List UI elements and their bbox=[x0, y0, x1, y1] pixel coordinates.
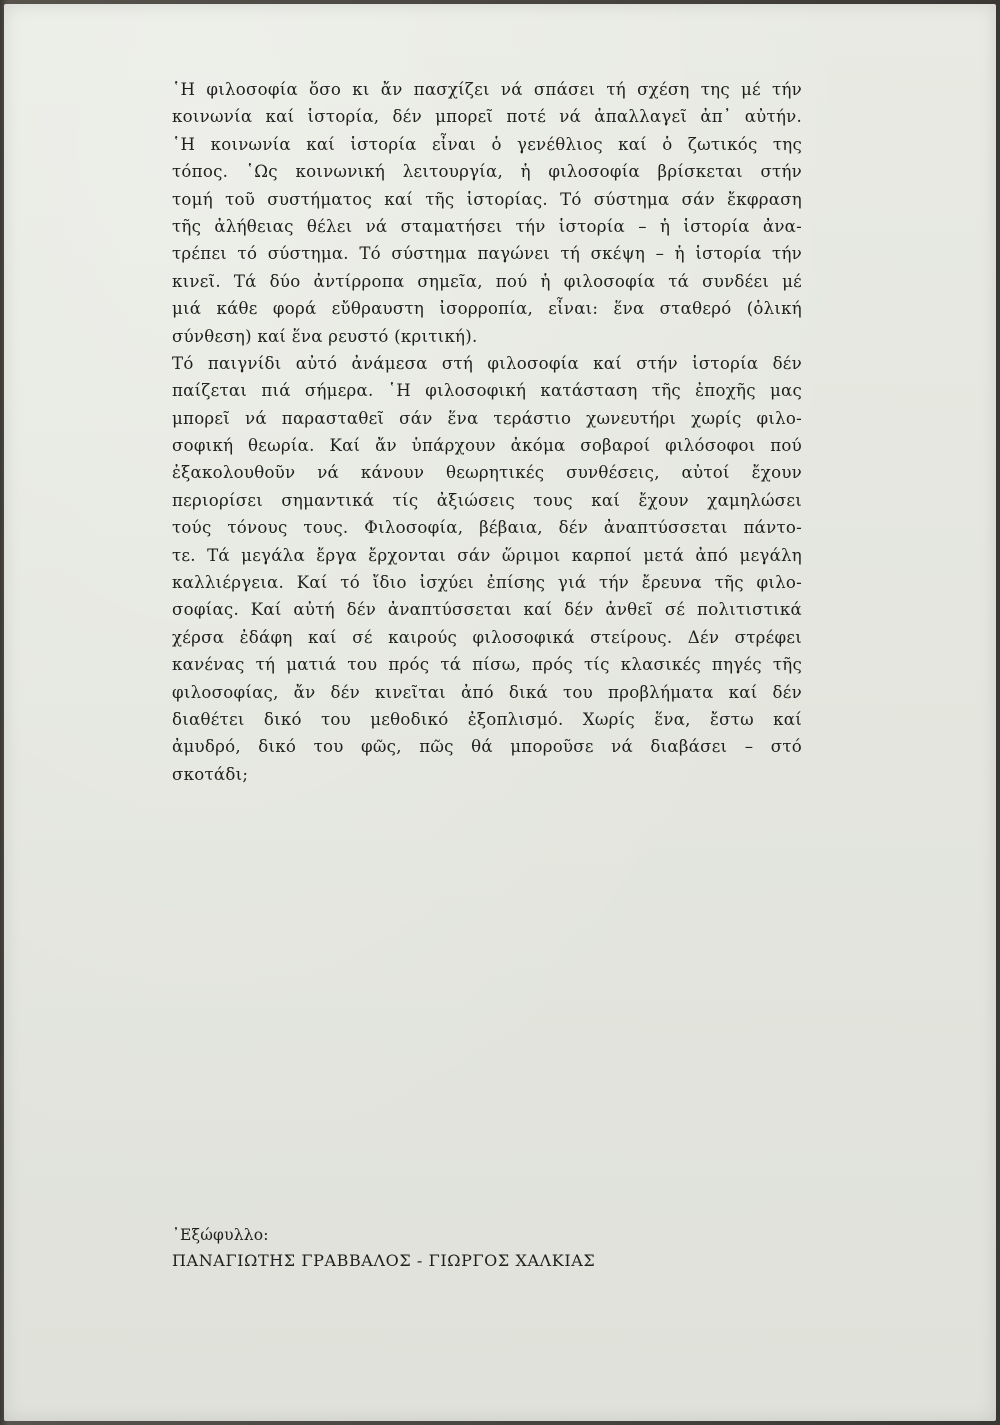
blurb-line: τῆς ἀλήθειας θέλει νά σταματήσει τήν ἱστορία – ἡ ἱστορία ἀνα- bbox=[172, 216, 802, 236]
blurb-line: τόπος. ῾Ως κοινωνική λειτουργία, ἡ φιλοσοφία βρίσκεται στήν bbox=[172, 162, 802, 182]
blurb-line: μπορεῖ νά παρασταθεῖ σάν ἕνα τεράστιο χωνευτήρι χωρίς φιλο- bbox=[172, 408, 802, 428]
blurb-line: Τό παιγνίδι αὐτό ἀνάμεσα στή φιλοσοφία καί στήν ἱστορία δέν bbox=[172, 353, 802, 373]
blurb-line: περιορίσει σημαντικά τίς ἀξιώσεις τους καί ἔχουν χαμηλώσει bbox=[172, 490, 802, 510]
blurb-line: σοφική θεωρία. Καί ἄν ὑπάρχουν ἀκόμα σοβαροί φιλόσοφοι πού bbox=[172, 436, 802, 456]
blurb-line: ῾Η φιλοσοφία ὅσο κι ἄν πασχίζει νά σπάσει τή σχέση της μέ τήν bbox=[172, 80, 802, 99]
blurb-line: ἀμυδρό, δικό του φῶς, πῶς θά μποροῦσε νά διαβάσει – στό bbox=[172, 737, 802, 757]
blurb-line: διαθέτει δικό του μεθοδικό ἐξοπλισμό. Χωρίς ἕνα, ἔστω καί bbox=[172, 709, 802, 729]
cover-credits bbox=[172, 1222, 812, 1274]
blurb-line: τρέπει τό σύστημα. Τό σύστημα παγώνει τή σκέψη – ἡ ἱστορία τήν bbox=[172, 244, 802, 264]
blurb-text bbox=[172, 76, 802, 788]
blurb-line: χέρσα ἐδάφη καί σέ καιρούς φιλοσοφικά στείρους. Δέν στρέφει bbox=[172, 627, 802, 647]
blurb-line: σοφίας. Καί αὐτή δέν ἀναπτύσσεται καί δέν ἀνθεῖ σέ πολιτιστικά bbox=[172, 600, 802, 620]
blurb-line: τε. Τά μεγάλα ἔργα ἔρχονται σάν ὥριμοι καρποί μετά ἀπό μεγάλη bbox=[172, 545, 802, 565]
blurb-line: τομή τοῦ συστήματος καί τῆς ἱστορίας. Τό σύστημα σάν ἔκφραση bbox=[172, 189, 802, 209]
blurb-line: παίζεται πιά σήμερα. ῾Η φιλοσοφική κατάσταση τῆς ἐποχῆς μας bbox=[172, 381, 802, 401]
blurb-line: κοινωνία καί ἱστορία, δέν μπορεῖ ποτέ νά ἀπαλλαγεῖ ἀπ᾽ αὐτήν. bbox=[172, 107, 802, 127]
blurb-line: σύνθεση) καί ἕνα ρευστό (κριτική). bbox=[172, 326, 478, 346]
credits-names: ΠΑΝΑΓΙΩΤΗΣ ΓΡΑΒΒΑΛΟΣ - ΓΙΩΡΓΟΣ ΧΑΛΚΙΑΣ bbox=[172, 1251, 596, 1270]
credits-label: ᾿Εξώφυλλο: bbox=[172, 1226, 269, 1244]
blurb-line: φιλοσοφίας, ἄν δέν κινεῖται ἀπό δικά του προβλήματα καί δέν bbox=[172, 682, 802, 702]
blurb-line: ἐξακολουθοῦν νά κάνουν θεωρητικές συνθέσεις, αὐτοί ἔχουν bbox=[172, 463, 802, 483]
blurb-line: σκοτάδι; bbox=[172, 764, 249, 784]
back-cover bbox=[4, 4, 996, 1421]
blurb-line: κανένας τή ματιά του πρός τά πίσω, πρός τίς κλασικές πηγές τῆς bbox=[172, 655, 802, 675]
blurb-line: ῾Η κοινωνία καί ἱστορία εἶναι ὁ γενέθλιος καί ὁ ζωτικός της bbox=[172, 134, 802, 154]
blurb-line: τούς τόνους τους. Φιλοσοφία, βέβαια, δέν ἀναπτύσσεται πάντο- bbox=[172, 518, 802, 538]
blurb-line: μιά κάθε φορά εὔθραυστη ἰσορροπία, εἶναι: ἕνα σταθερό (ὁλική bbox=[172, 299, 802, 319]
blurb-line: κινεῖ. Τά δύο ἀντίρροπα σημεῖα, πού ἡ φιλοσοφία τά συνδέει μέ bbox=[172, 271, 802, 291]
blurb-line: καλλιέργεια. Καί τό ἴδιο ἰσχύει ἐπίσης γιά τήν ἔρευνα τῆς φιλο- bbox=[172, 573, 802, 593]
